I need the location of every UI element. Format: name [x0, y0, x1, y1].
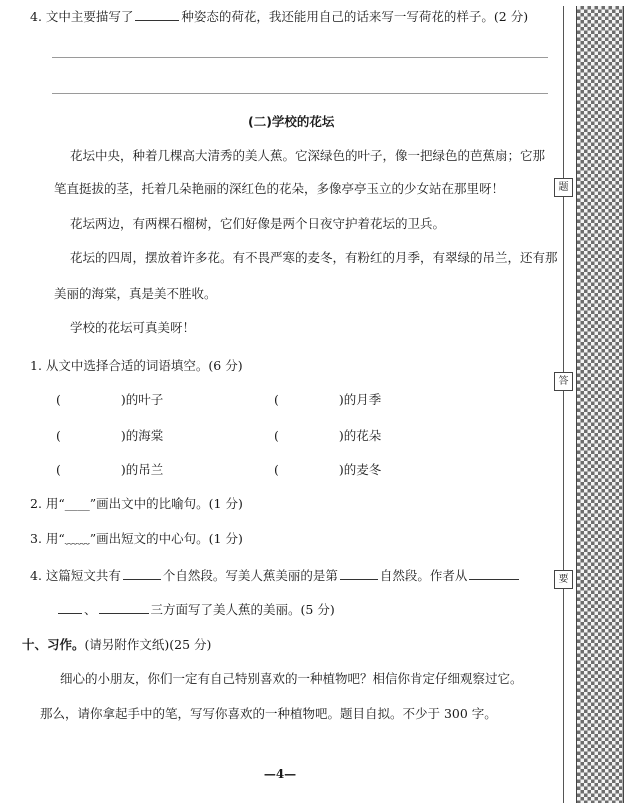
blank[interactable]	[340, 567, 378, 580]
fill-item[interactable]: ( )的吊兰	[56, 462, 164, 477]
section10-line: 那么，请你拿起手中的笔，写写你喜欢的一种植物吧。题目自拟。不少于 300 字。	[40, 706, 497, 721]
blank[interactable]	[135, 8, 179, 21]
q4-top-line	[30, 8, 528, 25]
binding-strip	[576, 6, 624, 803]
q4-top-pre: 4. 文中主要描写了	[30, 9, 134, 24]
section10-line: 细心的小朋友，你们一定有自己特别喜欢的一种植物吧？相信你肯定仔细观察过它。	[60, 671, 523, 686]
blank[interactable]	[123, 567, 161, 580]
passage-line: 学校的花坛可真美呀！	[70, 320, 196, 335]
answer-line[interactable]	[52, 57, 548, 58]
blank[interactable]	[99, 601, 149, 614]
q4-line1: 4. 这篇短文共有 个自然段。写美人蕉美丽的是第 自然段。作者从	[30, 567, 521, 584]
section10-note: (请另附作文纸)(25 分)	[84, 637, 212, 652]
margin-tab: 答	[554, 372, 573, 391]
passage-line: 美丽的海棠，真是美不胜收。	[54, 286, 217, 301]
q2-text: 2. 用“____”画出文中的比喻句。(1 分)	[30, 496, 243, 511]
page-number: —4—	[263, 767, 297, 781]
q4-top-post: 种姿态的荷花，我还能用自己的话来写一写荷花的样子。(2 分)	[181, 9, 529, 24]
fill-item[interactable]: ( )的麦冬	[274, 462, 382, 477]
fill-item[interactable]: ( )的花朵	[274, 428, 382, 443]
q4-line2: 、 三方面写了美人蕉的美丽。(5 分)	[56, 601, 335, 618]
margin-tab: 题	[554, 178, 573, 197]
margin-line	[563, 6, 564, 803]
passage-line: 花坛中央，种着几棵高大清秀的美人蕉。它深绿色的叶子，像一把绿色的芭蕉扇；它那	[70, 148, 546, 163]
blank[interactable]	[58, 601, 82, 614]
answer-line[interactable]	[52, 93, 548, 94]
section-title: (二)学校的花坛	[248, 114, 335, 129]
passage-line: 花坛的四周，摆放着许多花。有不畏严寒的麦冬，有粉红的月季，有翠绿的吊兰，还有那	[70, 250, 558, 265]
q3-text: 3. 用“﹏﹏”画出短文的中心句。(1 分)	[30, 531, 243, 546]
passage-line: 笔直挺拔的茎，托着几朵艳丽的深红色的花朵，多像亭亭玉立的少女站在那里呀！	[54, 181, 505, 196]
blank[interactable]	[469, 567, 519, 580]
q1-title: 1. 从文中选择合适的词语填空。(6 分)	[30, 358, 243, 373]
passage-line: 花坛两边，有两棵石榴树，它们好像是两个日夜守护着花坛的卫兵。	[70, 216, 446, 231]
margin-tab: 要	[554, 570, 573, 589]
fill-item[interactable]: ( )的叶子	[56, 392, 164, 407]
section10-heading	[22, 637, 211, 653]
fill-item[interactable]: ( )的月季	[274, 392, 382, 407]
fill-item[interactable]: ( )的海棠	[56, 428, 164, 443]
section10-title: 十、习作。	[22, 637, 85, 652]
